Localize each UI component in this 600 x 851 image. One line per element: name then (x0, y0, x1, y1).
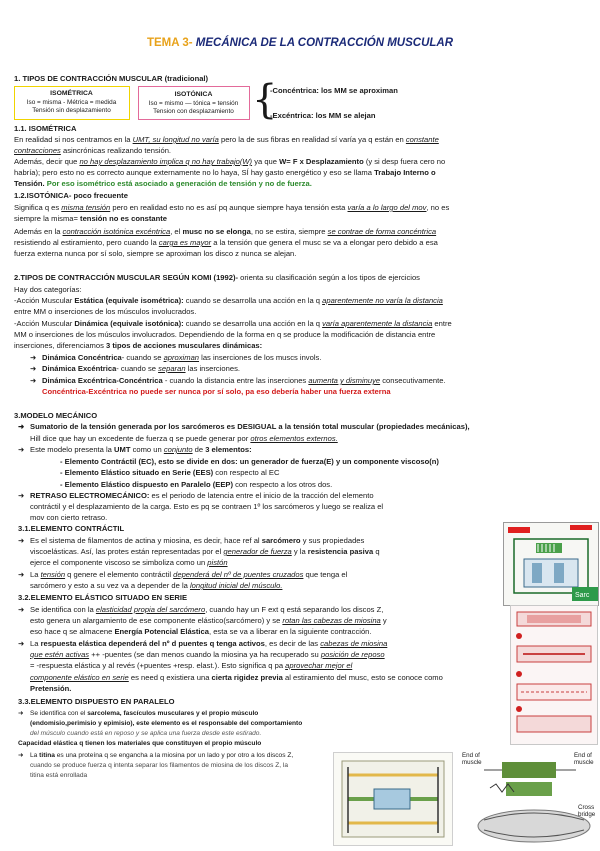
s33-b2-line3: titina está enrollada (30, 772, 88, 779)
s32-b2-line3: = -respuesta elástica y al revés (+puentes +resp. elast.). Esto significa q pa aprovechar mejor el (30, 661, 353, 670)
page-title: TEMA 3- MECÁNICA DE LA CONTRACCIÓN MUSCULAR (146, 37, 454, 49)
s11-line3: Además, decir que no hay desplazamiento implica q no hay trabajo(W) ya que W= F x Desplazamiento (y si desp fuera cero no (14, 157, 446, 166)
s31-b1-line2: viscoelásticas. Así, las protes están representadas por el generador de fuerza y la resistencia pasiva q (30, 547, 380, 556)
s32-b2-line1: ➜ La respuesta elástica dependerá del nº d puentes q tenga activos, es decir de las cabezas de miosina (18, 639, 388, 648)
s3-bullet1-b: Hill dice que hay un excedente de fuerza q se puede generar por otros elementos externos. (30, 434, 338, 443)
section-32-heading: 3.2.ELEMENTO ELÁSTICO SITUADO EN SERIE (18, 593, 188, 602)
box-iso-line2: Tensión sin desplazamiento (32, 107, 111, 114)
s32-b1-line3: eso hace q se almacene Energía Potencial Elástica, esta se va a liberar en la siguiente contracción. (30, 627, 372, 636)
s2-line6: inserciones, diferenciamos 3 tipos de acciones musculares dinámicas: (14, 341, 263, 350)
sarcomere-diagram (511, 606, 597, 744)
s32-b1-line2: esto genera un alargamiento de ese componente elástico(sarcómero) y se rotan las cabezas de miosina y (30, 616, 387, 625)
s11-line5: Tensión. Por eso isométrico está asociado a generación de tensión y no de fuerza. (14, 179, 312, 188)
s12-line5: fuerza externa nunca por sí solo, siempre se aproximan los disco z nunca se alejan. (14, 249, 297, 258)
s31-b2-line2: sarcómero y esto a su vez va a depender de la longitud inicial del músculo. (30, 581, 283, 590)
section-12-heading: 1.2.ISOTÓNICA- poco frecuente (14, 191, 128, 200)
hill-model-diagram (504, 523, 598, 605)
section-1-heading: 1. TIPOS DE CONTRACCIÓN MUSCULAR (tradicional) (14, 74, 209, 83)
muscle-model-figure (462, 748, 598, 846)
concentric-text: -Concéntrica: los MM se aproximan (270, 86, 398, 95)
s3-bullet3-a: ➜ RETRASO ELECTROMECÁNICO: es el periodo de latencia entre el inicio de la tracción del elemento (18, 491, 374, 500)
s11-line1: En realidad si nos centramos en la UMT, su longitud no varía pero la de sus fibras en realidad sí varía ya q están en constante (14, 135, 439, 144)
sarc-label: Sarc (575, 592, 590, 599)
box-isometrica (14, 86, 130, 120)
s3-bullet3-b: contráctil y el desplazamiento de la carga. Esto es pq se contraen 1º los sarcómeros y luego se realiza el (30, 502, 384, 511)
s32-b2-line5: Pretensión. (30, 684, 72, 693)
s32-b2-line2: que estén activas ++ -puentes (se dan menos cuando la miosina ya ha recuperado su posición de reposo (30, 650, 385, 659)
eccentric-text: -Excéntrica: los MM se alejan (270, 111, 376, 120)
s2-line5: MM o inserciones de los músculos involucrados. Dependiendo de la forma en q se produce la modificación de distancia entre (14, 330, 436, 339)
s11-line2: contracciones asincrónicas realizando tensión. (14, 146, 172, 155)
s31-b1-line3: ejerce el componente viscoso se simboliza como un pistón (30, 558, 228, 567)
s31-b2-line1: ➜ La tensión q genere el elemento contráctil dependerá del nº de puentes cruzados que tenga el (18, 570, 348, 579)
s12-line3: Además en la contracción isotónica excéntrica, el musc no se elonga, no se estira, siempre se contrae de forma concéntrica (14, 227, 437, 236)
box-isotonica (138, 86, 250, 120)
s31-b1-line1: ➜ Es el sistema de filamentos de actina y miosina, es decir, hace ref al sarcómero y sus propiedades (18, 536, 365, 545)
s2-line3: entre MM o inserciones de los músculos involucrados. (14, 307, 197, 316)
curly-brace: { (252, 77, 278, 123)
box-iso-title: ISOMÉTRICA (50, 90, 93, 97)
section-2-heading: 2.TIPOS DE CONTRACCIÓN MUSCULAR SEGÚN KOMI (1992)- orienta su clasificación según a los tipos de ejercicios (14, 273, 420, 282)
s12-line4: resistiendo al estiramiento, pero cuando la carga es mayor a la tensión que genera el musc se va a elongar pero debido a esa (14, 238, 438, 247)
s3-bullet3-c: mov con cierto retraso. (30, 513, 108, 522)
s2-bullet3: ➜ Dinámica Excéntrica-Concéntrica - cuando la distancia entre las inserciones aumenta y disminuye consecutivamente. (30, 376, 446, 385)
cross-bridge-label: Cross bridge (578, 804, 596, 818)
s2-line1: Hay dos categorías: (14, 285, 82, 294)
s3-element3: - Elemento Elástico dispuesto en Paralelo (EEP) con respecto a los otros dos. (60, 480, 333, 489)
s12-line2: siempre la misma= tensión no es constante (14, 214, 167, 223)
s2-line2: -Acción Muscular Estática (equivale isométrica): cuando se desarrolla una acción en la q aparentemente no varía la distancia (14, 296, 443, 305)
hill-model-figure (503, 522, 599, 606)
section-31-heading: 3.1.ELEMENTO CONTRÁCTIL (18, 524, 125, 533)
section-11-heading: 1.1. ISOMÉTRICA (14, 124, 77, 133)
box-isot-title: ISOTÓNICA (174, 91, 213, 98)
box-isot-line1: Iso = mismo — tónica = tensión (148, 100, 239, 107)
s33-b1-line2: (endomisio,perimisio y epimisio), este elemento es el responsable del comportamiento (30, 720, 303, 727)
end-of-muscle-left: End of muscle (462, 752, 482, 766)
box-iso-line1: Iso = misma - Métrica = medida (26, 99, 117, 106)
s11-line4: habría); pero esto no es correcto aunque externamente no lo haya, SÍ hay gasto energético y eso se llama Trabajo Interno o (14, 168, 436, 177)
s2-line4: -Acción Muscular Dinámica (equivale isotónica): cuando se desarrolla una acción en la q varía aparentemente la distancia entre (14, 319, 452, 328)
s33-b2-line2: cuando se produce fuerza q intenta separar los filamentos de miosina de los discos Z, la (30, 762, 289, 769)
section-3-heading: 3.MODELO MECÁNICO (14, 411, 98, 420)
parallel-element-diagram (334, 753, 452, 845)
s2-bullet1: ➜ Dinámica Concéntrica- cuando se aproximan las inserciones de los muscs invols. (30, 353, 322, 362)
s3-element2: - Elemento Elástico situado en Serie (EES) con respecto al EC (60, 468, 280, 477)
s33-b1-line3: del músculo cuando está en reposo y se aplica una fuerza desde este estirado. (30, 730, 262, 737)
s3-bullet1-a: ➜ Sumatorio de la tensión generada por los sarcómeros es DESIGUAL a la tensión total muscular (propiedades mecánicas), (18, 422, 470, 431)
s32-b1-line1: ➜ Se identifica con la elasticidad propia del sarcómero, cuando hay un F ext q está separando los discos Z, (18, 605, 384, 614)
parallel-element-figure (333, 752, 453, 846)
s3-bullet2: ➜ Este modelo presenta la UMT como un conjunto de 3 elementos: (18, 445, 252, 454)
box-isot-line2: Tension con desplazamiento (153, 108, 234, 115)
end-of-muscle-right: End of muscle (574, 752, 594, 766)
s12-line1: Significa q es misma tensión pero en realidad esto no es así pq aunque siempre haya tensión esta varía a lo largo del mov, no es (14, 203, 450, 212)
sarcomere-figure (510, 605, 598, 745)
s2-red-note: Concéntrica-Excéntrica no puede ser nunca por sí solo, pa eso debería haber una fuerza externa (42, 387, 391, 396)
s2-bullet2: ➜ Dinámica Excéntrica- cuando se separan las inserciones. (30, 364, 240, 373)
s33-b1-line4: Capacidad elástica q tienen los materiales que constituyen el propio músculo (18, 740, 262, 747)
s33-b1-line1: ➜ Se identifica con el sarcolema, fascículos musculares y el propio músculo (18, 710, 259, 717)
s33-b2-line1: ➜ La titina es una proteína q se engancha a la miosina por un lado y por otro a los discos Z, (18, 752, 294, 759)
s3-element1: - Elemento Contráctil (EC), esto se divide en dos: un generador de fuerza(E) y un componente viscoso(n) (60, 457, 439, 466)
s32-b2-line4: componente elástico en serie es need q existiera una cierta rigidez previa al estiramiento del musc, esto se conoce como (30, 673, 443, 682)
section-33-heading: 3.3.ELEMENTO DISPUESTO EN PARALELO (18, 697, 175, 706)
